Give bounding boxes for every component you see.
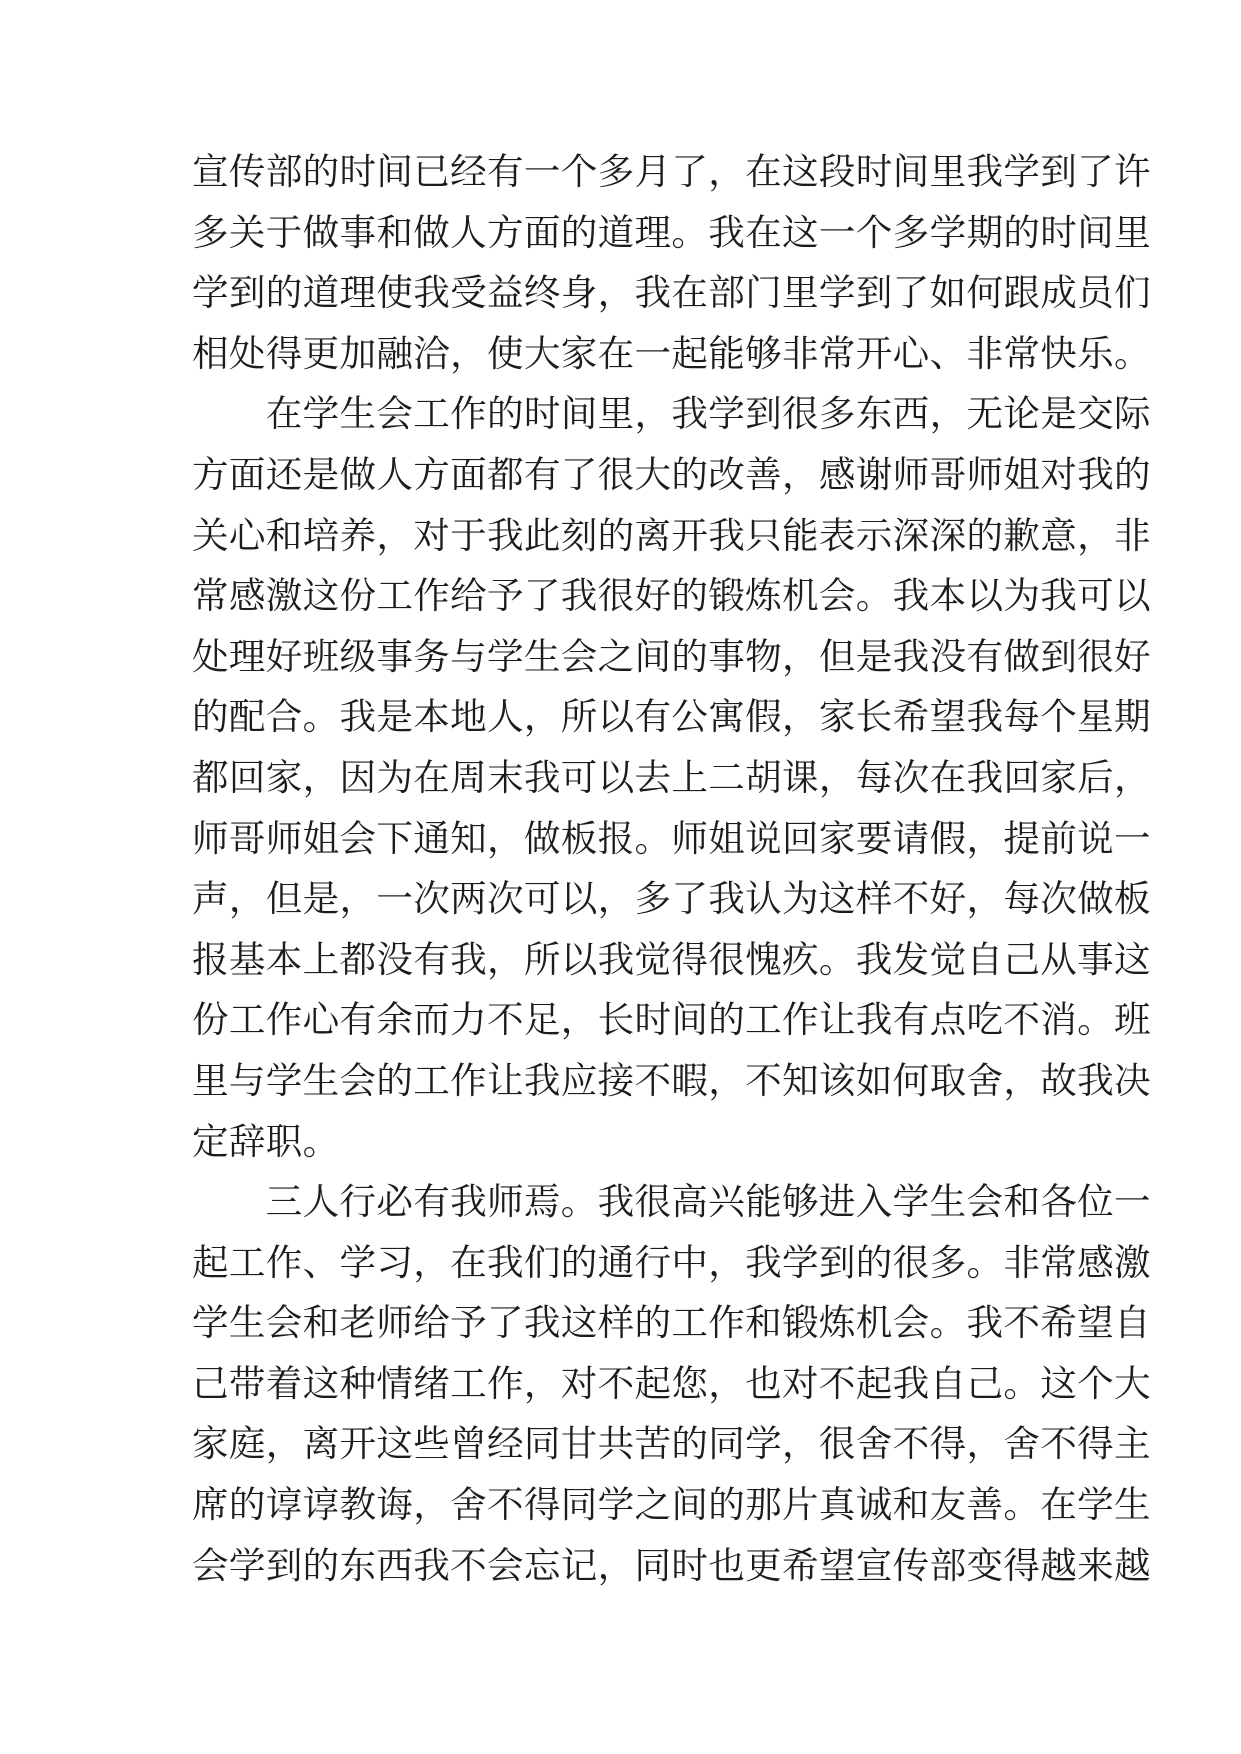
text-line-1: 宣传部的时间已经有一个多月了，在这段时间里我学到了许: [192, 150, 1151, 193]
text-line-5: 在学生会工作的时间里，我学到很多东西，无论是交际: [192, 392, 1151, 436]
text-line-14: 报基本上都没有我，所以我觉得很愧疚。我发觉自己从事这: [192, 937, 1151, 981]
text-line-8: 常感激这份工作给予了我很好的锻炼机会。我本以为我可以: [192, 574, 1151, 618]
text-line-23: 席的谆谆教诲，舍不得同学之间的那片真诚和友善。在学生: [192, 1483, 1151, 1527]
body-text: [192, 142, 1151, 1596]
text-line-13: 声，但是，一次两次可以，多了我认为这样不好，每次做板: [192, 877, 1151, 921]
text-line-17: 定辞职。: [192, 1119, 340, 1163]
text-line-2: 多关于做事和做人方面的道理。我在这一个多学期的时间里: [192, 210, 1151, 254]
text-line-11: 都回家，因为在周末我可以去上二胡课，每次在我回家后，: [192, 755, 1151, 799]
text-line-24: 会学到的东西我不会忘记，同时也更希望宣传部变得越来越: [192, 1543, 1151, 1587]
text-line-15: 份工作心有余而力不足，长时间的工作让我有点吃不消。班: [192, 998, 1151, 1042]
text-line-18: 三人行必有我师焉。我很高兴能够进入学生会和各位一: [192, 1180, 1151, 1224]
text-line-21: 己带着这种情绪工作，对不起您，也对不起我自己。这个大: [192, 1361, 1151, 1405]
text-line-3: 学到的道理使我受益终身，我在部门里学到了如何跟成员们: [192, 271, 1151, 315]
text-line-10: 的配合。我是本地人，所以有公寓假，家长希望我每个星期: [192, 695, 1151, 739]
text-line-20: 学生会和老师给予了我这样的工作和锻炼机会。我不希望自: [192, 1301, 1151, 1345]
text-line-7: 关心和培养，对于我此刻的离开我只能表示深深的歉意，非: [192, 513, 1151, 557]
text-line-19: 起工作、学习，在我们的通行中，我学到的很多。非常感激: [192, 1240, 1151, 1284]
text-line-9: 处理好班级事务与学生会之间的事物，但是我没有做到很好: [192, 634, 1151, 678]
text-line-22: 家庭，离开这些曾经同甘共苦的同学，很舍不得，舍不得主: [192, 1422, 1151, 1466]
text-line-12: 师哥师姐会下通知，做板报。师姐说回家要请假，提前说一: [192, 816, 1151, 860]
text-line-6: 方面还是做人方面都有了很大的改善，感谢师哥师姐对我的: [192, 452, 1151, 496]
text-line-4: 相处得更加融洽，使大家在一起能够非常开心、非常快乐。: [192, 331, 1151, 375]
text-line-16: 里与学生会的工作让我应接不暇，不知该如何取舍，故我决: [192, 1058, 1151, 1102]
